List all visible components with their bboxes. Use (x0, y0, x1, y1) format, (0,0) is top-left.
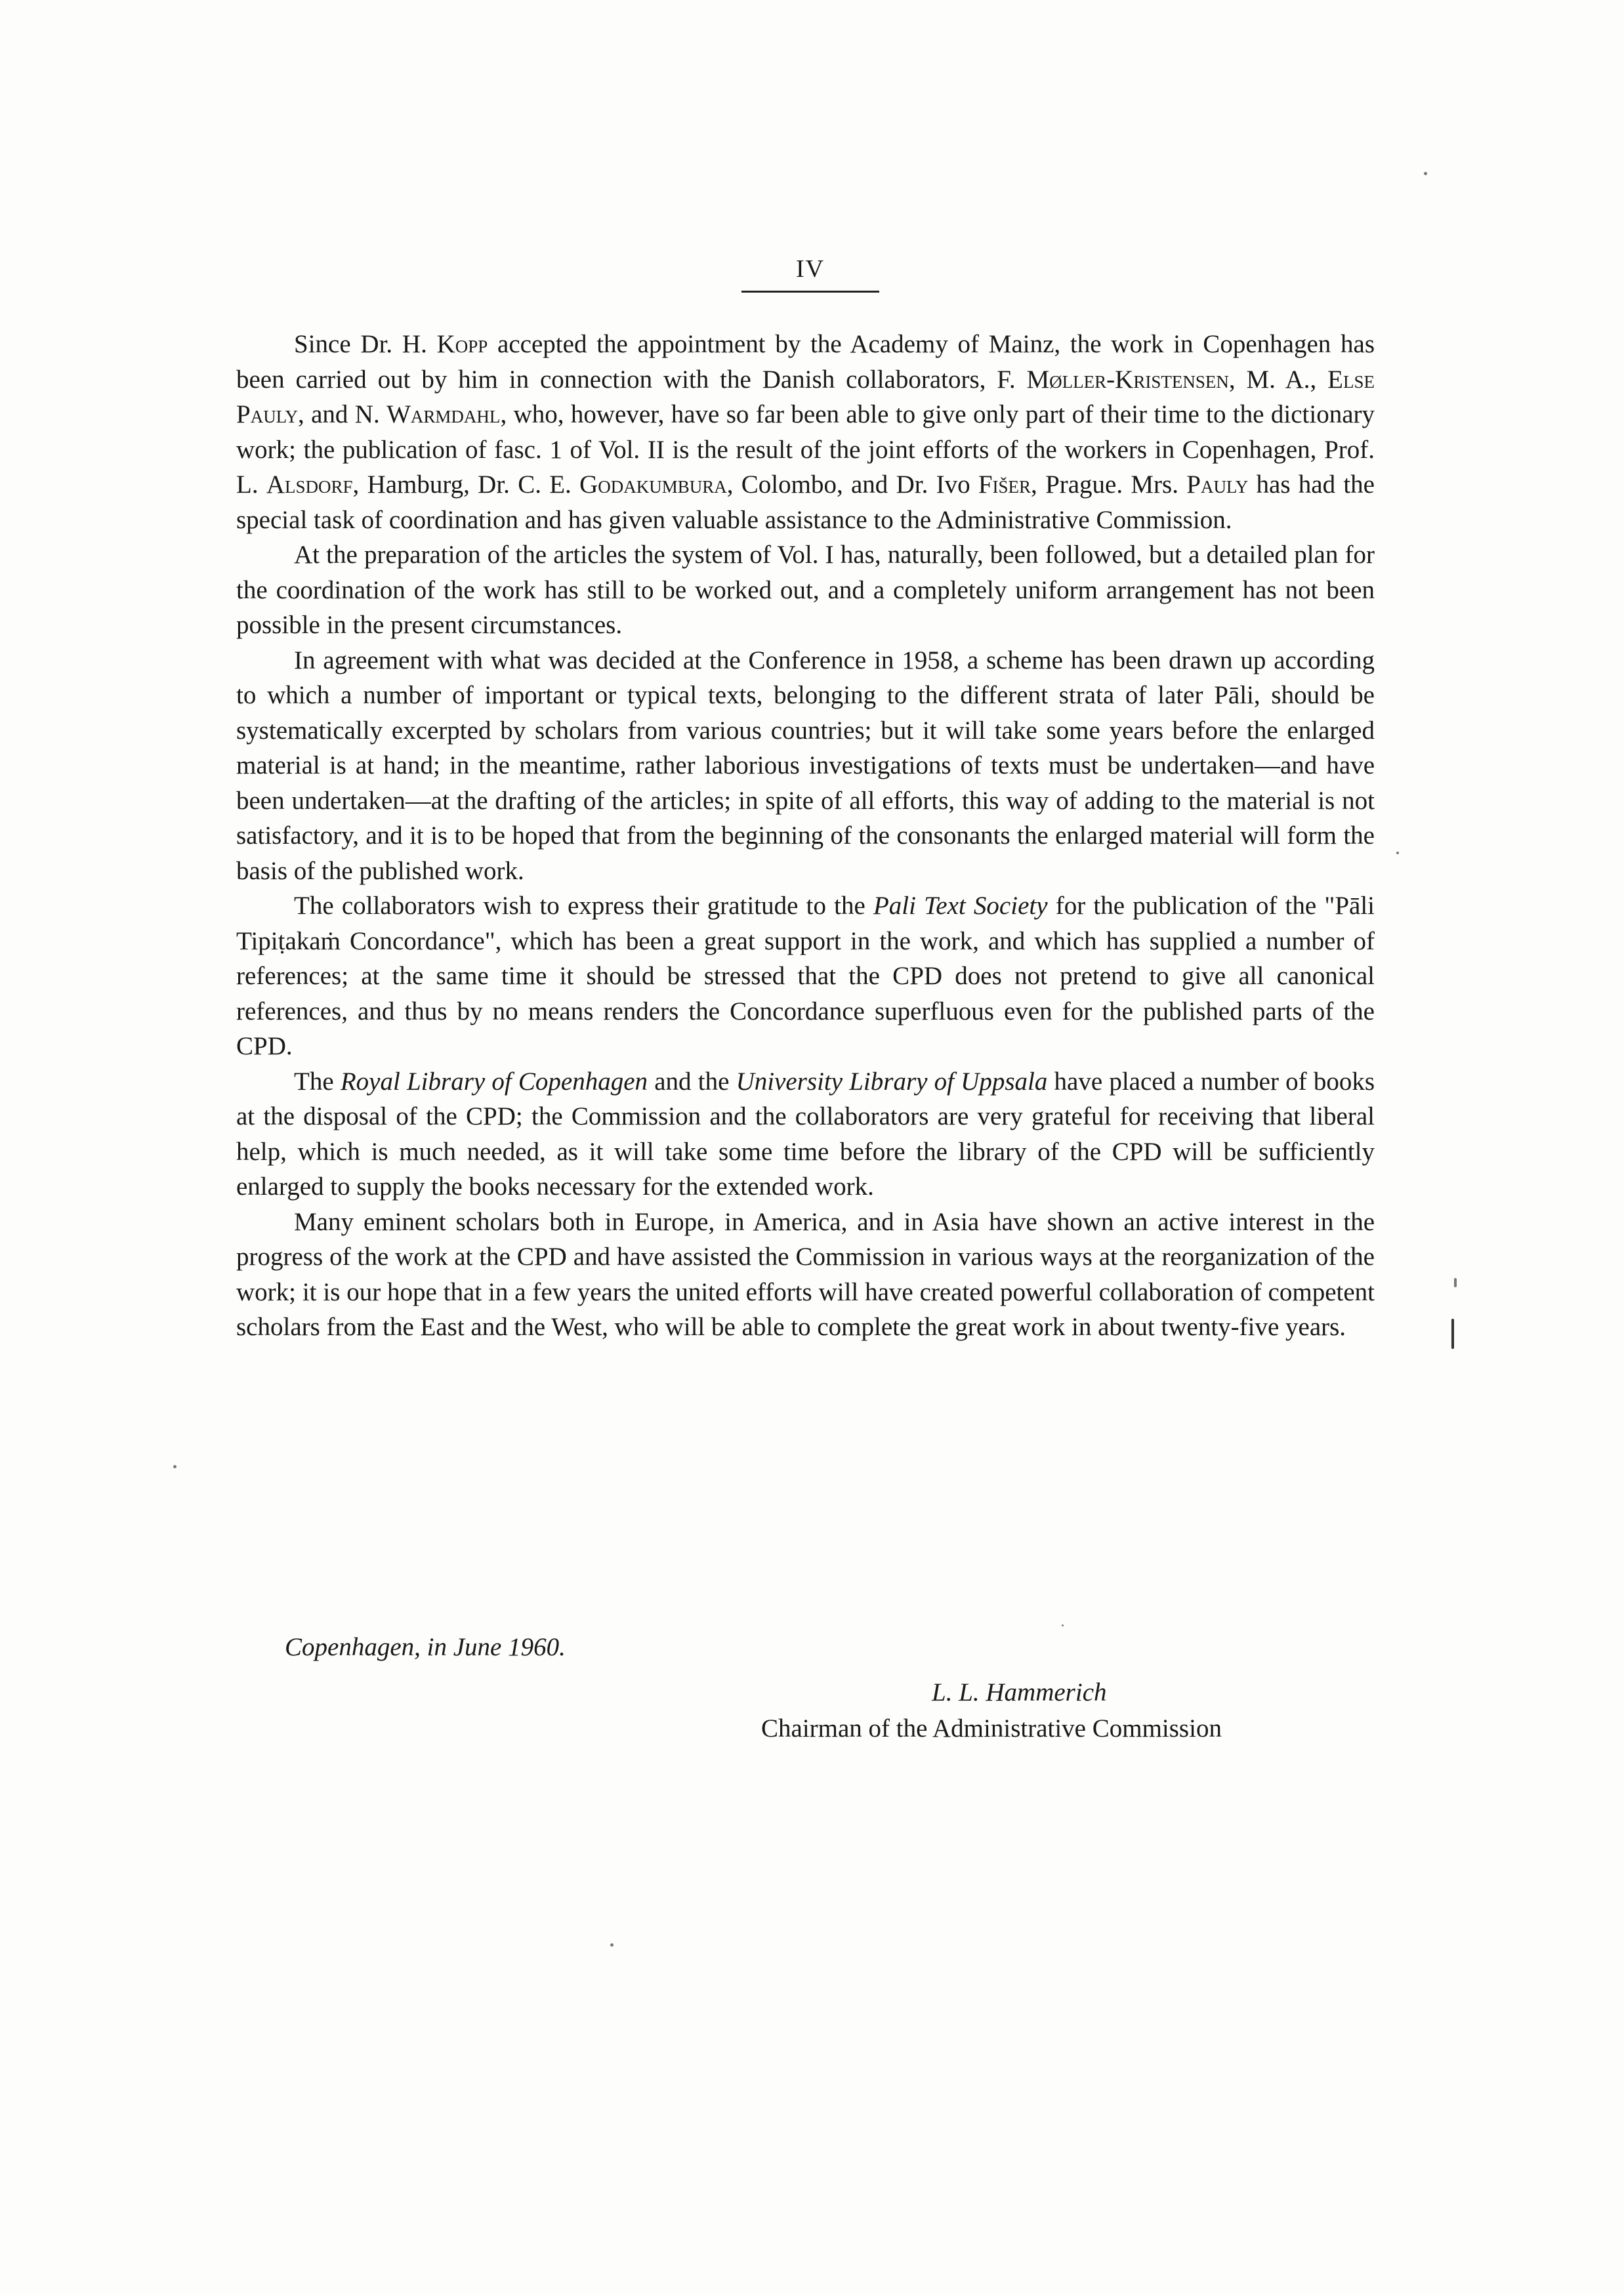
text-run: The (294, 1067, 341, 1096)
scan-speck (610, 1943, 614, 1947)
scan-speck (1062, 1624, 1064, 1626)
scan-speck (1451, 1319, 1454, 1349)
text-run: Since Dr. H. (294, 330, 437, 358)
person-name: Fišer (978, 470, 1031, 499)
text-run: have placed a number of books at the disposal of the CPD; the Commission and the collaborators are very grateful for receiving that liberal help, which is much needed, as it will take some time before the library of the CPD will be sufficiently enlarged to supply the books necessary for the extended work. (236, 1067, 1375, 1201)
text-run: The collaborators wish to express their gratitude to the (294, 892, 873, 920)
paragraph (236, 327, 1375, 537)
text-run: , Hamburg, Dr. C. E. (352, 470, 580, 499)
paragraph (236, 1064, 1375, 1205)
paragraph (236, 537, 1375, 643)
signature-block (761, 1674, 1352, 1747)
italic-title: University Library of Uppsala (736, 1067, 1048, 1096)
person-name: Kopp (436, 330, 488, 358)
person-name: Godakumbura (579, 470, 727, 499)
signer-title: Chairman of the Administrative Commission (761, 1714, 1222, 1743)
text-run: accepted the appointment by the Academy of Mainz, the work in Copenhagen has been carried out by him in connection with the Danish collaborators, F. (236, 330, 1375, 394)
place-date: Copenhagen, in June 1960. (285, 1633, 566, 1661)
paragraph (236, 643, 1375, 889)
person-name: Pauly (1186, 470, 1249, 499)
paragraph (236, 888, 1375, 1064)
scan-speck (1396, 852, 1399, 854)
page-number-rule (741, 291, 879, 293)
body-text (236, 327, 1375, 1345)
text-run: has had the special task of coordination and has given valuable assistance to the Administrative Commission. (236, 470, 1375, 534)
text-run: , who, however, have so far been able to give only part of their time to the dictionary work; the publication of fasc. 1 of Vol. II is the result of the joint efforts of the workers in Copenhagen, Prof. L. (236, 400, 1375, 499)
text-run: At the preparation of the articles the system of Vol. I has, naturally, been followed, but a detailed plan for the coordination of the work has still to be worked out, and a completely uniform arrangement has not been possible in the present circumstances. (236, 541, 1375, 639)
text-run: for the publication of the "Pāli Tipiṭakaṁ Concordance", which has been a great support in the work, and which has supplied a number of references; at the same time it should be stressed that the CPD does not pretend to give all canonical references, and thus by no means renders the Concordance superfluous even for the published parts of the CPD. (236, 892, 1375, 1060)
text-run: and the (648, 1067, 736, 1096)
text-run: , M. A., (1228, 365, 1328, 394)
scan-speck (1424, 172, 1427, 175)
italic-title: Pali Text Society (873, 892, 1048, 920)
paragraph (236, 1205, 1375, 1345)
scan-speck (173, 1465, 177, 1468)
text-run: , and N. (297, 400, 387, 428)
text-run: , Colombo, and Dr. Ivo (726, 470, 978, 499)
scan-speck (1454, 1278, 1457, 1287)
person-name: Alsdorf (266, 470, 353, 499)
person-name: Else Pauly (236, 365, 1375, 428)
text-run: , Prague. Mrs. (1031, 470, 1187, 499)
text-run: In agreement with what was decided at the Conference in 1958, a scheme has been drawn up according to which a number of important or typical texts, belonging to the different strata of later Pāli, should be systematically excerpted by scholars from various countries; but it will take some years before the enlarged material is at hand; in the meantime, rather laborious investigations of texts must be undertaken—and have been undertaken—at the drafting of the articles; in spite of all efforts, this way of adding to the material is not satisfactory, and it is to be hoped that from the beginning of the consonants the enlarged material will form the basis of the published work. (236, 646, 1375, 885)
page-number: IV (795, 255, 825, 283)
person-name: Møller-Kristensen (1026, 365, 1229, 394)
text-run: Many eminent scholars both in Europe, in America, and in Asia have shown an active interest in the progress of the work at the CPD and have assisted the Commission in various ways at the reorganization of the work; it is our hope that in a few years the united efforts will have created powerful collaboration of competent scholars from the East and the West, who will be able to complete the great work in about twenty-five years. (236, 1207, 1375, 1341)
signer-name: L. L. Hammerich (932, 1678, 1107, 1706)
italic-title: Royal Library of Copenhagen (340, 1067, 648, 1096)
person-name: Warmdahl (386, 400, 501, 428)
